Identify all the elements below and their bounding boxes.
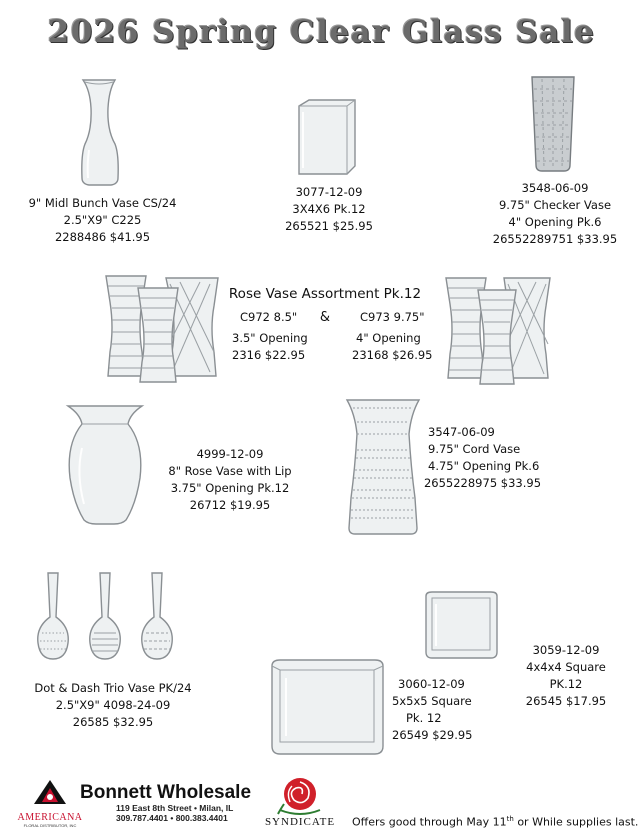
rose-c972-info	[232, 309, 317, 364]
rose-ampersand: &	[319, 310, 331, 325]
rose-4999-sku: 4999-12-09	[196, 447, 264, 461]
americana-wordmark: AMERICANA	[17, 812, 83, 823]
cord-3547-price: 2655228975 $33.95	[423, 476, 542, 490]
midi-bunch-size: 2.5"X9" C225	[63, 213, 142, 227]
trio-name: Dot & Dash Trio Vase PK/24	[34, 681, 192, 695]
checker-3548-sku: 3548-06-09	[521, 181, 589, 195]
rose-4999-opening: 3.75" Opening Pk.12	[170, 481, 290, 495]
midi-bunch-info	[20, 195, 185, 246]
company-phones: 309.787.4401 • 800.383.4401	[116, 813, 228, 823]
square-3059-info	[521, 642, 611, 710]
company-name: Bonnett Wholesale	[80, 782, 252, 803]
square-3059-desc: 4x4x4 Square	[526, 660, 606, 674]
square-vase-3060-image	[270, 656, 385, 756]
rose-c973-price: 23168 $26.95	[352, 348, 433, 362]
rect-3077-info	[270, 184, 388, 235]
offer-text-superscript: th	[506, 815, 514, 823]
cord-3547-desc: 9.75" Cord Vase	[428, 442, 521, 456]
cord-vase-3547-image	[345, 398, 421, 536]
square-3059-sku: 3059-12-09	[532, 643, 600, 657]
rect-3077-price: 265521 $25.95	[285, 219, 373, 233]
rose-c972-price: 2316 $22.95	[232, 348, 306, 362]
offer-text	[352, 815, 638, 829]
rose-4999-price: 26712 $19.95	[189, 498, 271, 512]
trio-info	[28, 680, 198, 731]
cord-3547-opening: 4.75" Opening Pk.6	[428, 459, 540, 473]
rose-c973-sku: C973 9.75"	[360, 310, 425, 324]
square-3059-price: 26545 $17.95	[525, 694, 607, 708]
trio-size: 2.5"X9" 4098-24-09	[55, 698, 171, 712]
rose-assortment-title: Rose Vase Assortment Pk.12	[228, 286, 422, 302]
offer-text-start: Offers good through May 11	[352, 815, 507, 829]
rose-4999-info	[150, 446, 310, 514]
checker-3548-opening: 4" Opening Pk.6	[508, 215, 602, 229]
syndicate-wordmark: SYNDICATE	[264, 816, 336, 828]
rect-3077-sku: 3077-12-09	[295, 185, 363, 199]
dot-dash-trio-image	[34, 571, 176, 663]
square-vase-3059-image	[424, 590, 499, 660]
rose-assortment-left-image	[100, 272, 225, 384]
rectangle-vase-3077-image	[297, 98, 359, 176]
rose-c972-opening: 3.5" Opening	[232, 331, 308, 345]
rect-3077-size: 3X4X6 Pk.12	[292, 202, 366, 216]
trio-price: 26585 $32.95	[72, 715, 154, 729]
midi-bunch-vase-image	[75, 78, 125, 188]
checker-vase-3548-image	[526, 75, 580, 173]
company-address: 119 East 8th Street • Milan, IL	[116, 803, 234, 813]
square-3060-info	[392, 676, 492, 744]
square-3060-sku: 3060-12-09	[398, 677, 465, 691]
cord-3547-sku: 3547-06-09	[428, 425, 495, 439]
checker-3548-info	[490, 180, 620, 248]
square-3060-price: 26549 $29.95	[392, 728, 473, 742]
rose-assortment-right-image	[442, 274, 554, 386]
checker-3548-price: 26552289751 $33.95	[492, 232, 618, 246]
midi-bunch-name: 9" Midl Bunch Vase CS/24	[28, 196, 177, 210]
rose-c973-info	[352, 309, 437, 364]
americana-subtitle: FLORAL DISTRIBUTOR, INC	[23, 823, 77, 828]
americana-logo-icon	[20, 778, 80, 814]
midi-bunch-price: 2288486 $41.95	[54, 230, 151, 244]
rose-4999-desc: 8" Rose Vase with Lip	[168, 464, 292, 478]
rose-c972-sku: C972 8.5"	[240, 310, 298, 324]
square-3060-desc: 5x5x5 Square	[392, 694, 472, 708]
rose-c973-opening: 4" Opening	[356, 331, 421, 345]
checker-3548-desc: 9.75" Checker Vase	[498, 198, 612, 212]
square-3060-pack: Pk. 12	[406, 711, 442, 725]
page-title: 2026 Spring Clear Glass Sale	[47, 14, 596, 50]
rose-vase-4999-image	[64, 404, 146, 526]
syndicate-rose-logo-icon	[270, 774, 330, 818]
square-3059-pack: PK.12	[549, 677, 583, 691]
cord-3547-info	[420, 424, 545, 492]
offer-text-end: or While supplies last.	[513, 815, 639, 829]
